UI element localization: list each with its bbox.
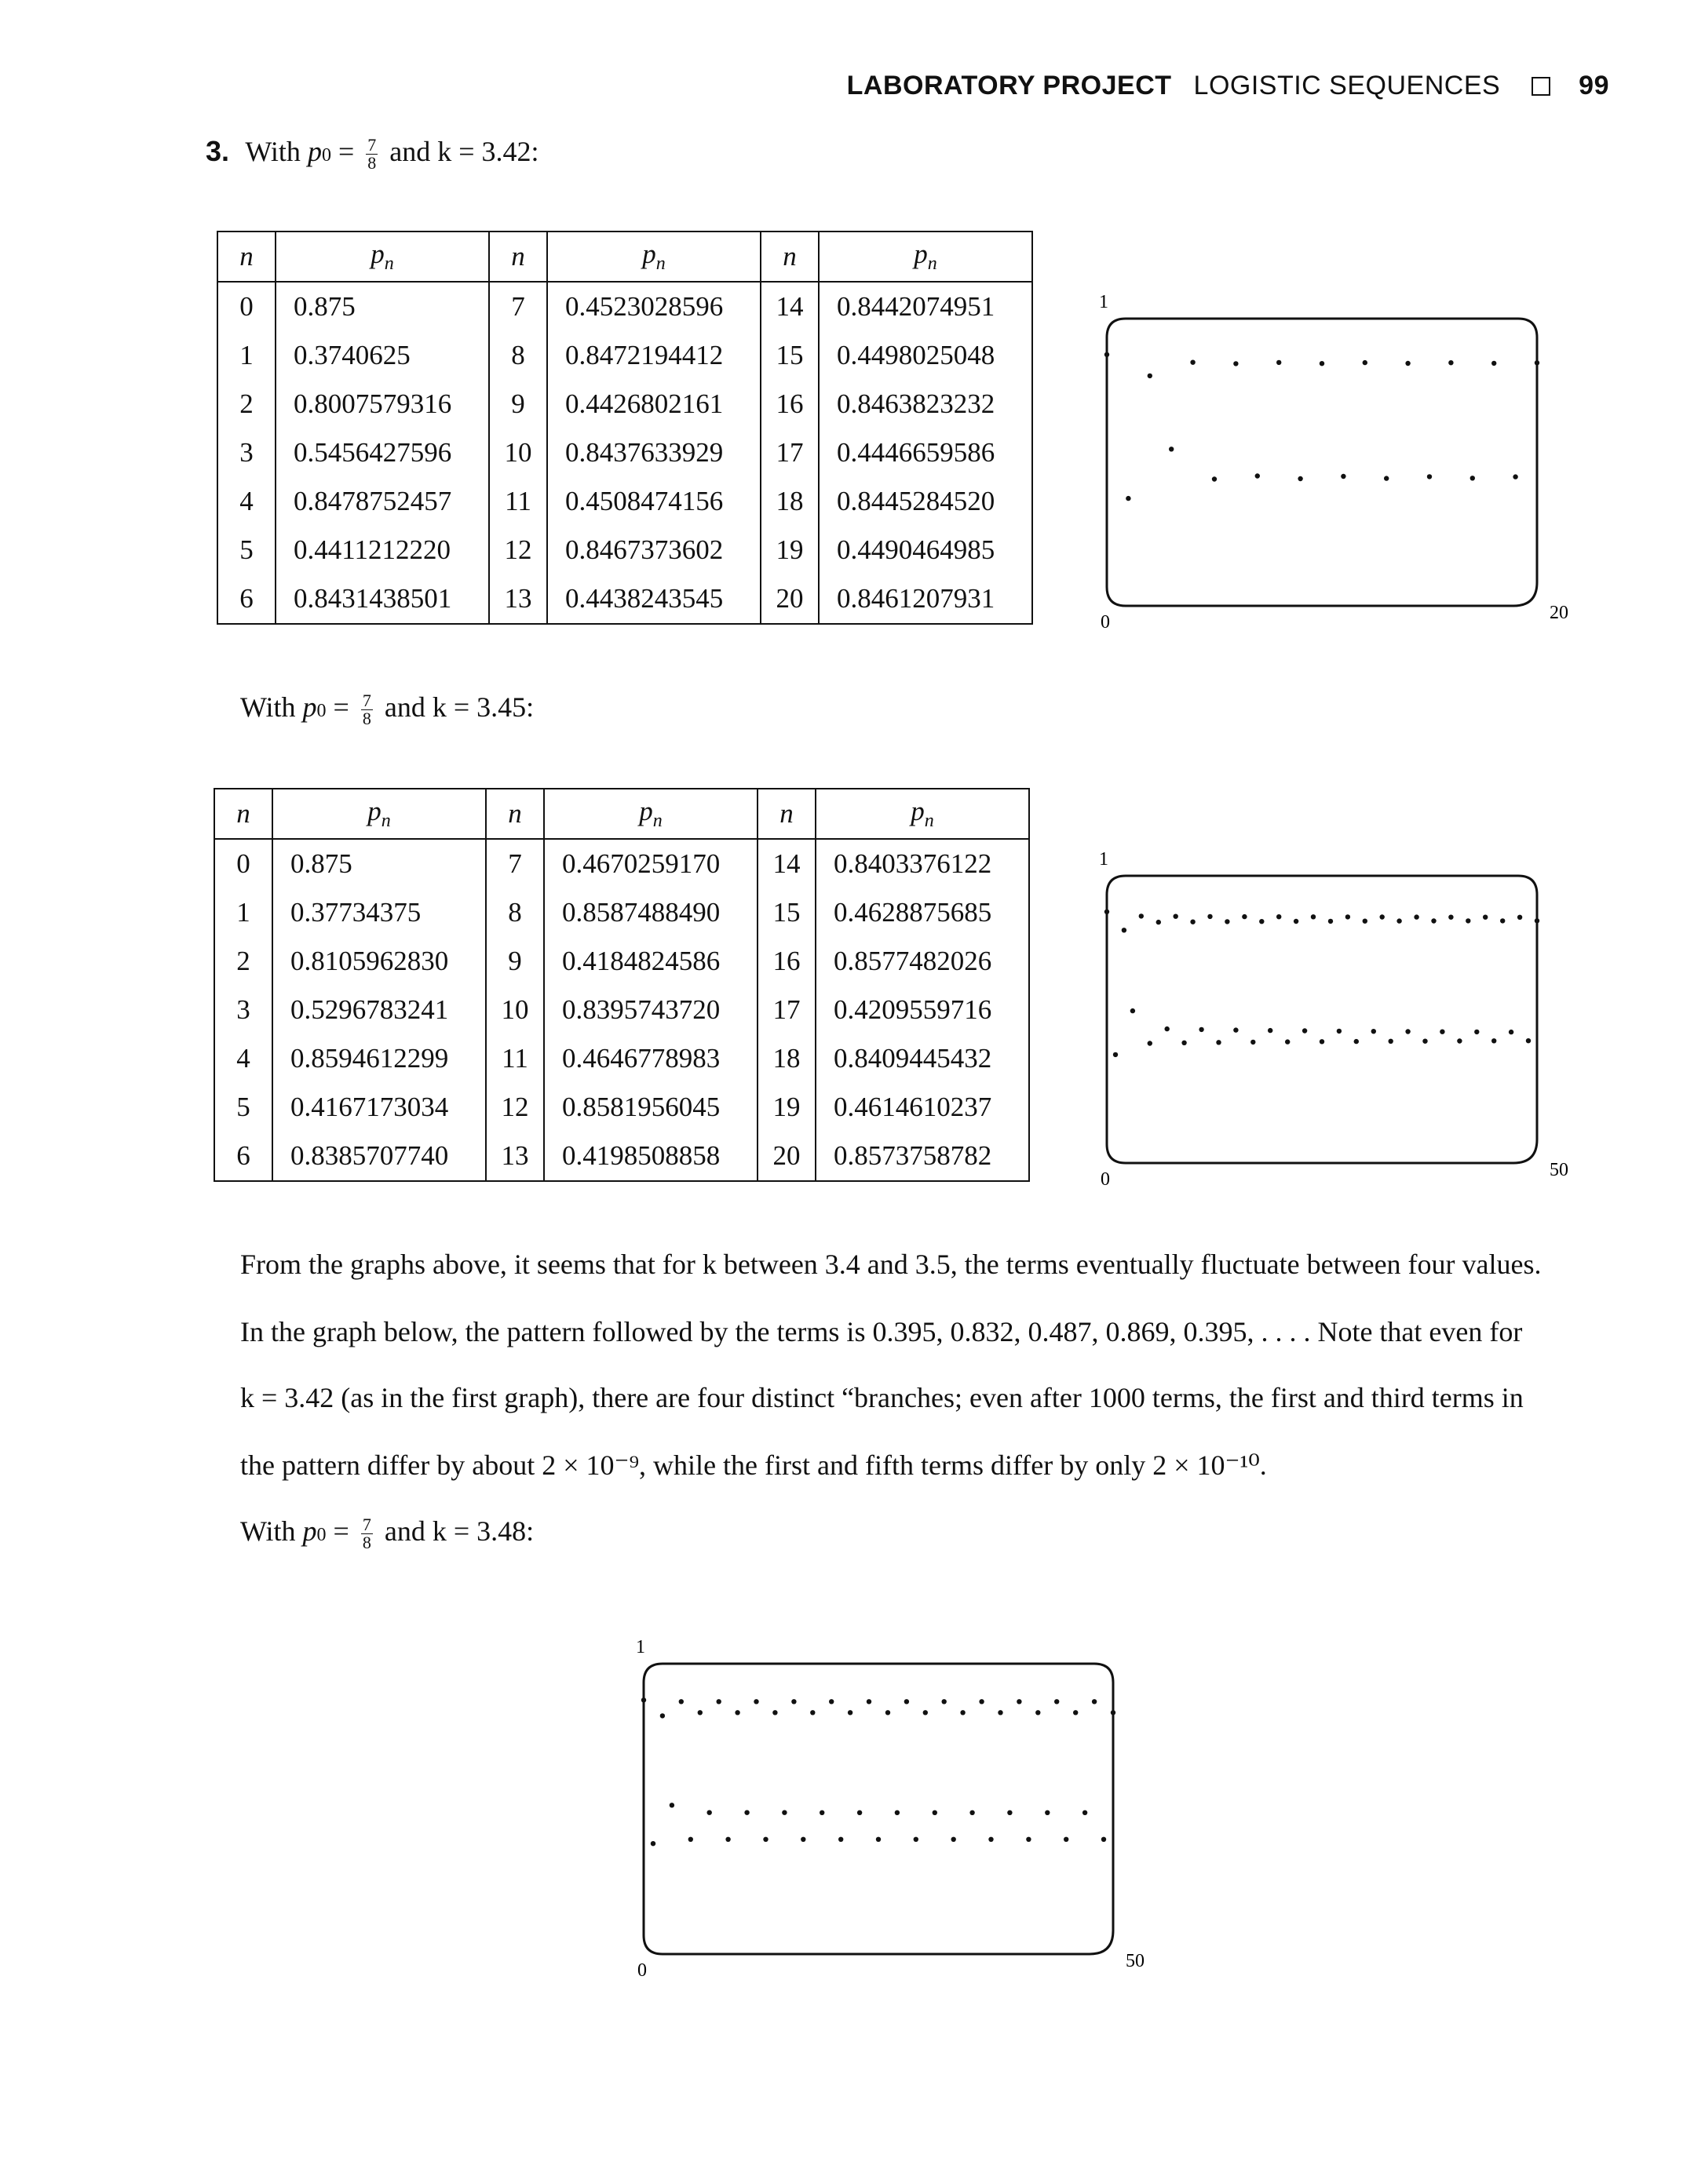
data-point	[988, 1837, 993, 1842]
p0-symbol: p	[302, 691, 317, 723]
cell-pn: 0.8467373602	[547, 526, 761, 574]
data-point	[1045, 1810, 1050, 1815]
cell-pn: 0.4446659586	[819, 428, 1032, 477]
cell-n: 5	[217, 526, 276, 574]
cell-pn: 0.5456427596	[276, 428, 489, 477]
cell-pn: 0.8007579316	[276, 380, 489, 428]
data-point	[801, 1837, 805, 1842]
data-point	[1294, 919, 1298, 924]
data-point	[698, 1710, 703, 1715]
data-point	[951, 1837, 956, 1842]
data-point	[1440, 1030, 1444, 1034]
cell-pn: 0.4411212220	[276, 526, 489, 574]
cell-n: 18	[758, 1034, 816, 1083]
data-point	[1517, 915, 1522, 920]
data-point	[1169, 447, 1174, 451]
data-point	[1380, 914, 1385, 919]
column-header-pn: $p_n$	[819, 232, 1032, 282]
cell-pn: 0.8437633929	[547, 428, 761, 477]
table-row	[214, 1034, 1029, 1083]
data-point	[1470, 476, 1475, 480]
cell-n: 19	[758, 1083, 816, 1132]
data-point	[933, 1810, 937, 1815]
data-point	[782, 1810, 787, 1815]
cell-pn: 0.8463823232	[819, 380, 1032, 428]
data-point	[923, 1710, 928, 1715]
table-row	[214, 888, 1029, 937]
table-row	[217, 282, 1032, 331]
data-point	[1448, 360, 1453, 365]
cell-pn: 0.4198508858	[544, 1132, 758, 1181]
page-number: 99	[1579, 71, 1609, 100]
cell-n: 19	[761, 526, 819, 574]
cell-n: 16	[758, 937, 816, 986]
data-point	[1064, 1837, 1068, 1842]
cell-pn: 0.8587488490	[544, 888, 758, 937]
cell-pn: 0.8577482026	[816, 937, 1029, 986]
data-point	[1526, 1038, 1531, 1043]
cell-n: 17	[761, 428, 819, 477]
cell-n: 11	[489, 477, 547, 526]
cell-n: 0	[217, 282, 276, 331]
table-row	[217, 331, 1032, 380]
data-point	[1233, 1027, 1238, 1032]
data-point	[1396, 918, 1401, 923]
column-header-n: n	[758, 789, 816, 839]
table-row	[214, 937, 1029, 986]
table-row	[217, 380, 1032, 428]
data-point	[1126, 496, 1130, 501]
cell-pn: 0.8442074951	[819, 282, 1032, 331]
cell-pn: 0.4167173034	[272, 1083, 486, 1132]
y-tick-label: 1	[1099, 292, 1108, 312]
chart-k-3-42	[1052, 275, 1586, 628]
table-row	[214, 1132, 1029, 1181]
data-point	[969, 1810, 974, 1815]
column-header-n: n	[217, 232, 276, 282]
cell-pn: 0.8403376122	[816, 839, 1029, 888]
data-point	[876, 1837, 881, 1842]
data-point	[1113, 1052, 1118, 1057]
header-section: LABORATORY PROJECT	[846, 71, 1172, 100]
column-header-n: n	[761, 232, 819, 282]
data-point	[998, 1710, 1002, 1715]
data-point	[1148, 1041, 1152, 1045]
data-point	[1427, 474, 1432, 479]
data-point	[1268, 1028, 1272, 1033]
cell-n: 20	[758, 1132, 816, 1181]
cell-pn: 0.8461207931	[819, 574, 1032, 624]
data-point	[1337, 1029, 1342, 1034]
cell-pn: 0.8395743720	[544, 986, 758, 1034]
data-point	[717, 1699, 721, 1704]
data-point	[1389, 1039, 1393, 1044]
cell-n: 5	[214, 1083, 272, 1132]
cell-pn: 0.875	[276, 282, 489, 331]
cell-pn: 0.4670259170	[544, 839, 758, 888]
data-point	[1255, 473, 1260, 478]
running-header	[847, 71, 1609, 101]
data-point	[960, 1710, 965, 1715]
data-point	[1156, 920, 1161, 924]
data-point	[1250, 1040, 1255, 1045]
data-point	[1165, 1026, 1170, 1031]
cell-pn: 0.8478752457	[276, 477, 489, 526]
cell-pn: 0.8581956045	[544, 1083, 758, 1132]
square-bullet-icon	[1532, 77, 1550, 96]
cell-pn: 0.4498025048	[819, 331, 1032, 380]
cell-pn: 0.8445284520	[819, 477, 1032, 526]
fraction: $\frac{7}{8}$	[367, 135, 377, 173]
column-header-n: n	[489, 232, 547, 282]
cell-n: 12	[486, 1083, 544, 1132]
data-point	[1466, 918, 1470, 923]
cell-n: 0	[214, 839, 272, 888]
paragraph-line-2: In the graph below, the pattern followed by the terms is 0.395, 0.832, 0.487, 0.869, 0.395, . . . . Note that even for	[240, 1316, 1523, 1347]
data-point	[670, 1803, 674, 1807]
chart-k-3-45	[1052, 832, 1586, 1185]
data-point	[1491, 1038, 1496, 1043]
problem-number: 3.	[206, 135, 230, 167]
column-header-n: n	[486, 789, 544, 839]
data-point	[867, 1699, 871, 1704]
data-point	[1139, 913, 1144, 918]
data-point	[885, 1710, 890, 1715]
cell-n: 3	[217, 428, 276, 477]
cell-pn: 0.8573758782	[816, 1132, 1029, 1181]
cell-n: 4	[214, 1034, 272, 1083]
cell-n: 7	[489, 282, 547, 331]
intro-k-text: and k = 3.45:	[384, 691, 535, 723]
cell-n: 10	[486, 986, 544, 1034]
column-header-pn: $p_n$	[272, 789, 486, 839]
intro-lead: With	[240, 691, 296, 723]
cell-n: 9	[489, 380, 547, 428]
cell-pn: 0.8472194412	[547, 331, 761, 380]
cell-n: 2	[217, 380, 276, 428]
cell-n: 10	[489, 428, 547, 477]
data-point	[772, 1710, 777, 1715]
data-point	[1483, 915, 1488, 920]
data-point	[1104, 910, 1109, 914]
data-point	[1535, 360, 1539, 365]
data-point	[1199, 1027, 1203, 1032]
table-k-3-42	[217, 231, 1033, 625]
data-point	[1225, 919, 1229, 924]
data-point	[1242, 914, 1247, 919]
paragraph-line-4: the pattern differ by about 2 × 10⁻⁹, while the first and fifth terms differ by only 2 × 10⁻¹⁰.	[240, 1449, 1267, 1481]
data-point	[1212, 476, 1217, 481]
data-point	[1405, 361, 1410, 366]
fraction: $\frac{7}{8}$	[362, 691, 371, 729]
table-row	[217, 526, 1032, 574]
data-point	[914, 1837, 918, 1842]
data-point	[1207, 914, 1212, 919]
cell-n: 9	[486, 937, 544, 986]
cell-n: 7	[486, 839, 544, 888]
cell-pn: 0.8409445432	[816, 1034, 1029, 1083]
cell-n: 14	[761, 282, 819, 331]
data-point	[1457, 1038, 1462, 1043]
data-point	[651, 1841, 655, 1846]
table-row	[214, 839, 1029, 888]
x-tick-label: 0	[1101, 612, 1110, 628]
intro-k-text: and k = 3.42:	[389, 136, 539, 167]
data-point	[1474, 1030, 1479, 1034]
cell-pn: 0.8594612299	[272, 1034, 486, 1083]
data-point	[979, 1699, 984, 1704]
table-row	[217, 428, 1032, 477]
cell-n: 4	[217, 477, 276, 526]
data-point	[1384, 476, 1389, 480]
data-point	[660, 1713, 665, 1718]
cell-n: 1	[217, 331, 276, 380]
data-point	[1190, 360, 1195, 365]
table-header-row	[217, 232, 1032, 282]
cell-n: 13	[486, 1132, 544, 1181]
cell-pn: 0.8105962830	[272, 937, 486, 986]
cell-pn: 0.5296783241	[272, 986, 486, 1034]
data-point	[1414, 914, 1418, 919]
data-point	[1035, 1710, 1040, 1715]
cell-pn: 0.37734375	[272, 888, 486, 937]
data-point	[895, 1810, 900, 1815]
column-header-pn: $p_n$	[547, 232, 761, 282]
p0-symbol: p	[307, 136, 322, 167]
cell-pn: 0.8431438501	[276, 574, 489, 624]
data-point	[820, 1810, 824, 1815]
cell-n: 16	[761, 380, 819, 428]
data-point	[1500, 918, 1505, 923]
data-point	[688, 1837, 693, 1842]
data-point	[707, 1810, 712, 1815]
data-point	[1363, 919, 1367, 924]
chart-k-3-48	[612, 1617, 1162, 1978]
data-point	[838, 1837, 843, 1842]
data-point	[829, 1699, 834, 1704]
data-point	[1285, 1039, 1290, 1044]
cell-pn: 0.4490464985	[819, 526, 1032, 574]
data-point	[735, 1710, 739, 1715]
data-point	[1341, 474, 1345, 479]
data-point	[1017, 1699, 1021, 1704]
paragraph-line-3: k = 3.42 (as in the first graph), there are four distinct “branches; even after 1000 terms, the first and third terms in	[240, 1382, 1524, 1413]
data-point	[725, 1837, 730, 1842]
intro-line-3: With p0 = $\frac{7}{8}$ and k = 3.48:	[240, 1515, 535, 1553]
column-header-pn: $p_n$	[816, 789, 1029, 839]
data-point	[1174, 914, 1178, 919]
x-tick-label: 0	[637, 1960, 647, 1978]
data-point	[810, 1710, 815, 1715]
data-point	[791, 1699, 796, 1704]
data-point	[1354, 1039, 1359, 1044]
table-k-3-45	[214, 788, 1030, 1182]
data-point	[1298, 476, 1302, 481]
cell-n: 13	[489, 574, 547, 624]
data-point	[1082, 1810, 1087, 1815]
data-point	[1122, 928, 1126, 932]
cell-n: 6	[217, 574, 276, 624]
data-point	[1007, 1810, 1012, 1815]
data-point	[1328, 919, 1333, 924]
cell-n: 15	[758, 888, 816, 937]
data-point	[1371, 1029, 1376, 1034]
table-header-row	[214, 789, 1029, 839]
data-point	[1422, 1039, 1427, 1044]
p0-symbol: p	[302, 1515, 317, 1547]
data-point	[1259, 919, 1264, 924]
cell-n: 14	[758, 839, 816, 888]
data-point	[1054, 1699, 1059, 1704]
x-tick-label: 50	[1126, 1951, 1145, 1971]
cell-pn: 0.4646778983	[544, 1034, 758, 1083]
data-point	[641, 1697, 646, 1702]
cell-pn: 0.4438243545	[547, 574, 761, 624]
cell-n: 17	[758, 986, 816, 1034]
intro-lead: With	[240, 1515, 296, 1547]
data-point	[1448, 915, 1453, 920]
paragraph-line-1: From the graphs above, it seems that for k between 3.4 and 3.5, the terms eventually fluctuate between four values.	[240, 1249, 1542, 1280]
cell-n: 8	[489, 331, 547, 380]
data-point	[1431, 918, 1436, 923]
cell-n: 2	[214, 937, 272, 986]
intro-lead: With	[245, 136, 301, 167]
data-point	[1363, 360, 1367, 365]
data-point	[754, 1699, 758, 1704]
data-point	[857, 1810, 862, 1815]
data-point	[1491, 361, 1496, 366]
column-header-n: n	[214, 789, 272, 839]
intro-k-text: and k = 3.48:	[384, 1515, 535, 1547]
column-header-pn: $p_n$	[544, 789, 758, 839]
data-point	[763, 1837, 768, 1842]
data-point	[1148, 374, 1152, 378]
data-point	[679, 1699, 684, 1704]
x-tick-label: 50	[1550, 1160, 1568, 1180]
table-row	[217, 574, 1032, 624]
data-point	[1092, 1699, 1097, 1704]
data-point	[1073, 1710, 1078, 1715]
data-point	[1311, 914, 1316, 919]
x-tick-label: 20	[1550, 603, 1568, 623]
cell-pn: 0.4508474156	[547, 477, 761, 526]
data-point	[1026, 1837, 1031, 1842]
cell-n: 20	[761, 574, 819, 624]
data-point	[1276, 914, 1281, 919]
header-title: LOGISTIC SEQUENCES	[1193, 71, 1501, 100]
data-point	[1535, 918, 1539, 923]
cell-pn: 0.8385707740	[272, 1132, 486, 1181]
x-tick-label: 0	[1101, 1169, 1110, 1185]
cell-n: 1	[214, 888, 272, 937]
cell-pn: 0.4426802161	[547, 380, 761, 428]
data-point	[744, 1810, 749, 1815]
cell-pn: 0.3740625	[276, 331, 489, 380]
cell-pn: 0.4628875685	[816, 888, 1029, 937]
data-point	[1320, 1039, 1324, 1044]
data-point	[1233, 361, 1238, 366]
cell-pn: 0.4523028596	[547, 282, 761, 331]
y-tick-label: 1	[1099, 849, 1108, 870]
data-point	[1405, 1029, 1410, 1034]
intro-line-2: With p0 = $\frac{7}{8}$ and k = 3.45:	[240, 691, 535, 729]
data-point	[1181, 1041, 1186, 1045]
plot-frame	[1107, 876, 1537, 1163]
data-point	[942, 1699, 947, 1704]
data-point	[1345, 914, 1350, 919]
data-point	[1320, 361, 1324, 366]
intro-line-1: 3. With p0 = $\frac{7}{8}$ and k = 3.42:	[206, 135, 539, 173]
data-point	[1276, 360, 1281, 365]
plot-frame	[644, 1664, 1113, 1954]
cell-n: 3	[214, 986, 272, 1034]
data-point	[1190, 920, 1195, 924]
cell-pn: 0.4184824586	[544, 937, 758, 986]
table-row	[214, 1083, 1029, 1132]
cell-n: 6	[214, 1132, 272, 1181]
fraction: $\frac{7}{8}$	[362, 1515, 371, 1553]
column-header-pn: $p_n$	[276, 232, 489, 282]
cell-pn: 0.4209559716	[816, 986, 1029, 1034]
cell-n: 11	[486, 1034, 544, 1083]
data-point	[1111, 1710, 1115, 1715]
table-row	[217, 477, 1032, 526]
data-point	[1302, 1028, 1307, 1033]
cell-pn: 0.4614610237	[816, 1083, 1029, 1132]
cell-n: 18	[761, 477, 819, 526]
data-point	[1509, 1030, 1513, 1034]
data-point	[1130, 1008, 1135, 1013]
data-point	[1216, 1040, 1221, 1045]
cell-pn: 0.875	[272, 839, 486, 888]
data-point	[1101, 1837, 1106, 1842]
cell-n: 15	[761, 331, 819, 380]
table-row	[214, 986, 1029, 1034]
data-point	[1513, 474, 1517, 479]
y-tick-label: 1	[636, 1637, 645, 1657]
data-point	[1104, 352, 1109, 357]
data-point	[848, 1710, 852, 1715]
cell-n: 12	[489, 526, 547, 574]
data-point	[904, 1699, 909, 1704]
cell-n: 8	[486, 888, 544, 937]
